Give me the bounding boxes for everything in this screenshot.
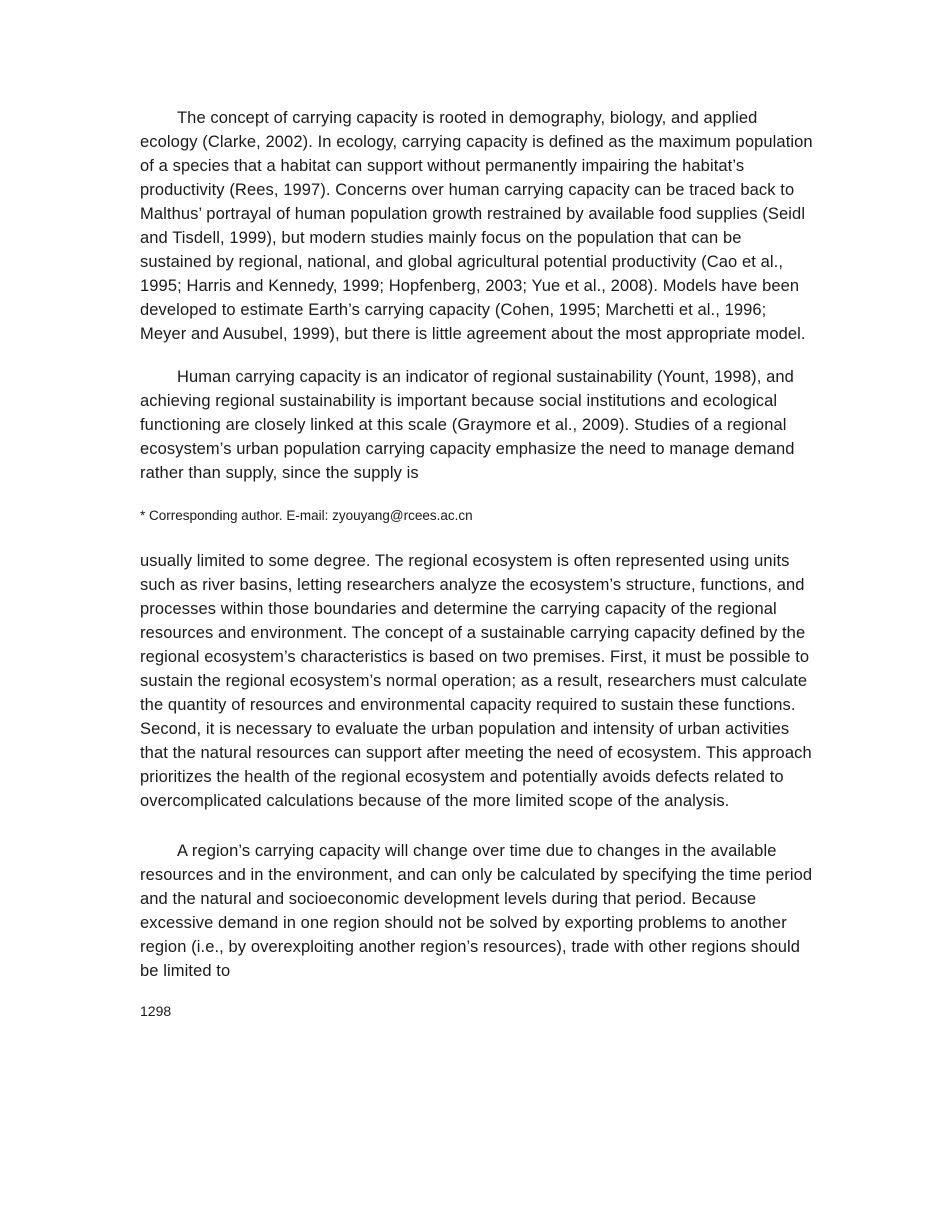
text-column: [140, 106, 814, 1020]
corresponding-author-footnote: * Corresponding author. E-mail: zyouyang@rcees.ac.cn: [140, 508, 473, 523]
paragraph-human-carrying-capacity: Human carrying capacity is an indicator of regional sustainability (Yount, 1998), and achieving regional sustainability is important because social institutions and ecological functioning are closely linked at this scale (Graymore et al., 2009). Studies of a regional ecosystem’s urban population carrying capacity emphasize the need to manage demand rather than supply, since the supply is: [140, 368, 795, 482]
paragraph-carrying-capacity-concept: The concept of carrying capacity is rooted in demography, biology, and applied ecology (Clarke, 2002). In ecology, carrying capacity is defined as the maximum population of a species that a habitat can support without permanently impairing the habitat’s productivity (Rees, 1997). Concerns over human carrying capacity can be traced back to Malthus’ portrayal of human population growth restrained by available food supplies (Seidl and Tisdell, 1999), but modern studies mainly focus on the population that can be sustained by regional, national, and global agricultural potential productivity (Cao et al., 1995; Harris and Kennedy, 1999; Hopfenberg, 2003; Yue et al., 2008). Models have been developed to estimate Earth’s carrying capacity (Cohen, 1995; Marchetti et al., 1996; Meyer and Ausubel, 1999), but there is little agreement about the most appropriate model.: [140, 109, 813, 343]
paragraph-region-change-over-time: A region’s carrying capacity will change over time due to changes in the available resources and in the environment, and can only be calculated by specifying the time period and the natural and socioeconomic development levels during that period. Because excessive demand in one region should not be solved by exporting problems to another region (i.e., by overexploiting another region’s resources), trade with other regions should be limited to: [140, 842, 813, 980]
paragraph-regional-ecosystem: usually limited to some degree. The regional ecosystem is often represented using units such as river basins, letting researchers analyze the ecosystem’s structure, functions, and processes within those boundaries and determine the carrying capacity of the regional resources and environment. The concept of a sustainable carrying capacity defined by the regional ecosystem’s characteristics is based on two premises. First, it must be possible to sustain the regional ecosystem’s normal operation; as a result, researchers must calculate the quantity of resources and environmental capacity required to sustain these functions. Second, it is necessary to evaluate the urban population and intensity of urban activities that the natural resources can support after meeting the need of ecosystem. This approach prioritizes the health of the regional ecosystem and potentially avoids defects related to overcomplicated calculations because of the more limited scope of the analysis.: [140, 552, 812, 810]
page-number: 1298: [140, 1003, 172, 1019]
